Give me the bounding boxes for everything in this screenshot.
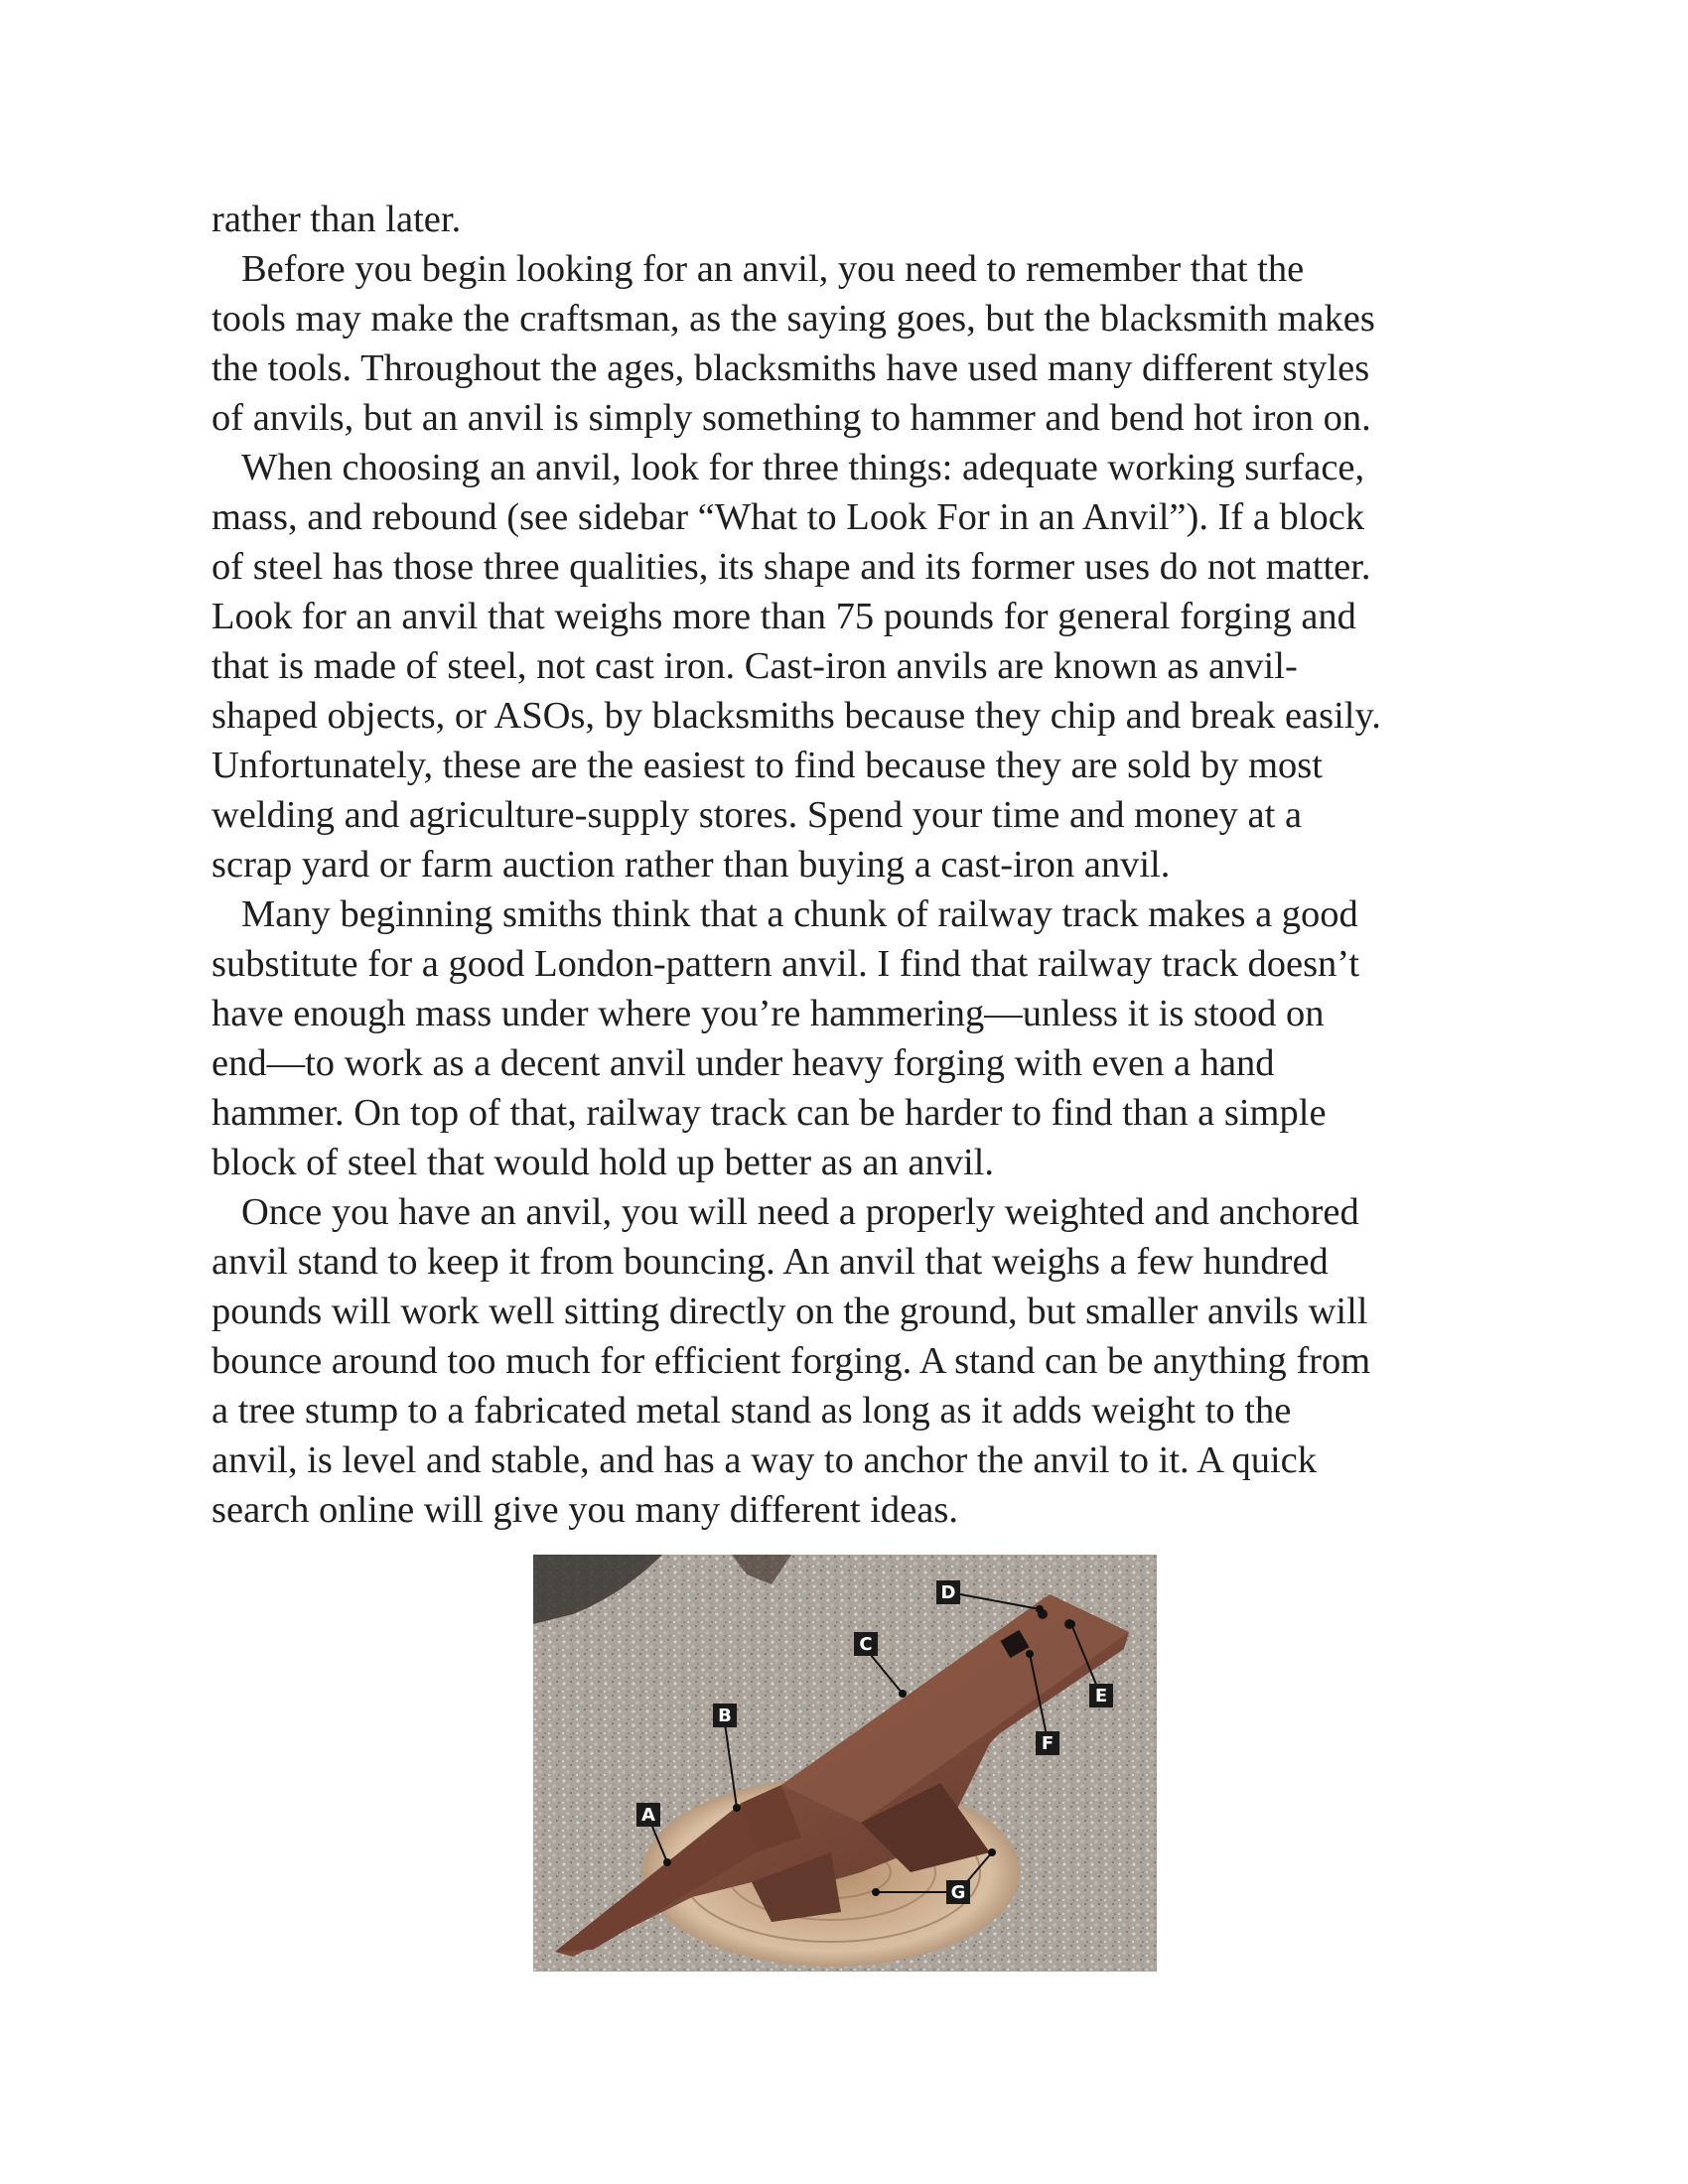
text-line: anvil stand to keep it from bouncing. An anvil that weighs a few hundred (211, 1241, 1329, 1283)
paragraph (211, 1187, 1492, 1535)
text-line: Many beginning smiths think that a chunk of railway track makes a good (241, 893, 1358, 935)
text-line: that is made of steel, not cast iron. Cast-iron anvils are known as anvil- (211, 645, 1298, 687)
text-line: bounce around too much for efficient forging. A stand can be anything from (211, 1340, 1371, 1382)
text-line: Unfortunately, these are the easiest to find because they are sold by most (211, 745, 1323, 786)
leader-dot (1068, 1621, 1074, 1627)
text-line: hammer. On top of that, railway track can be harder to find than a simple (211, 1092, 1327, 1134)
callout-B (713, 1704, 737, 1727)
text-line: pounds will work well sitting directly on the ground, but smaller anvils will (211, 1291, 1368, 1332)
text-line: end—to work as a decent anvil under heavy forging with even a hand (211, 1042, 1275, 1084)
callout-label: E (1094, 1686, 1108, 1706)
text-line: tools may make the craftsman, as the saying goes, but the blacksmith makes (211, 298, 1375, 340)
body-text (211, 195, 1492, 1535)
leader-dot (873, 1889, 879, 1895)
leader-dot (734, 1805, 740, 1811)
callout-G (946, 1880, 970, 1904)
text-line: shaped objects, or ASOs, by blacksmiths because they chip and break easily. (211, 695, 1381, 737)
paragraph (211, 244, 1492, 443)
paragraph (211, 443, 1492, 889)
text-line: have enough mass under where you’re hammering—unless it is stood on (211, 993, 1325, 1034)
callout-E (1089, 1684, 1113, 1707)
leader-dot (664, 1859, 670, 1865)
paragraph (211, 889, 1492, 1187)
text-line: Look for an anvil that weighs more than 75 pounds for general forging and (211, 596, 1356, 637)
leader-dot (900, 1691, 906, 1697)
text-line: block of steel that would hold up better as an anvil. (211, 1142, 994, 1183)
anvil-photo-figure (533, 1555, 1157, 1972)
text-line: the tools. Throughout the ages, blacksmiths have used many different styles (211, 347, 1370, 389)
callout-label: B (718, 1706, 732, 1726)
callout-C (854, 1632, 878, 1656)
text-line: welding and agriculture-supply stores. Spend your time and money at a (211, 794, 1303, 836)
text-line: of steel has those three qualities, its shape and its former uses do not matter. (211, 546, 1371, 588)
text-line: Before you begin looking for an anvil, you need to remember that the (241, 248, 1305, 290)
callout-label: A (641, 1805, 655, 1826)
text-line: search online will give you many different ideas. (211, 1489, 958, 1531)
text-line: of anvils, but an anvil is simply something to hammer and bend hot iron on. (211, 397, 1371, 439)
text-line: anvil, is level and stable, and has a way to anchor the anvil to it. A quick (211, 1439, 1318, 1481)
callout-A (636, 1803, 660, 1827)
text-line: Once you have an anvil, you will need a properly weighted and anchored (241, 1191, 1359, 1233)
leader-dot (1037, 1606, 1043, 1612)
text-line: When choosing an anvil, look for three things: adequate working surface, (241, 447, 1365, 488)
leader-dot (989, 1849, 995, 1855)
text-line: mass, and rebound (see sidebar “What to Look For in an Anvil”). If a block (211, 496, 1365, 538)
callout-label: F (1041, 1733, 1055, 1754)
text-line: a tree stump to a fabricated metal stand as long as it adds weight to the (211, 1390, 1292, 1432)
text-line: scrap yard or farm auction rather than buying a cast-iron anvil. (211, 844, 1171, 886)
callout-label: G (950, 1882, 966, 1903)
leader-dot (1027, 1651, 1033, 1657)
text-line: rather than later. (211, 199, 462, 240)
anvil-photo (533, 1555, 1157, 1972)
callout-label: C (859, 1634, 873, 1655)
callout-label: D (940, 1582, 956, 1603)
paragraph (211, 195, 1492, 244)
text-line: substitute for a good London-pattern anvil. I find that railway track doesn’t (211, 943, 1360, 985)
callout-F (1036, 1731, 1059, 1755)
callout-D (936, 1580, 960, 1604)
